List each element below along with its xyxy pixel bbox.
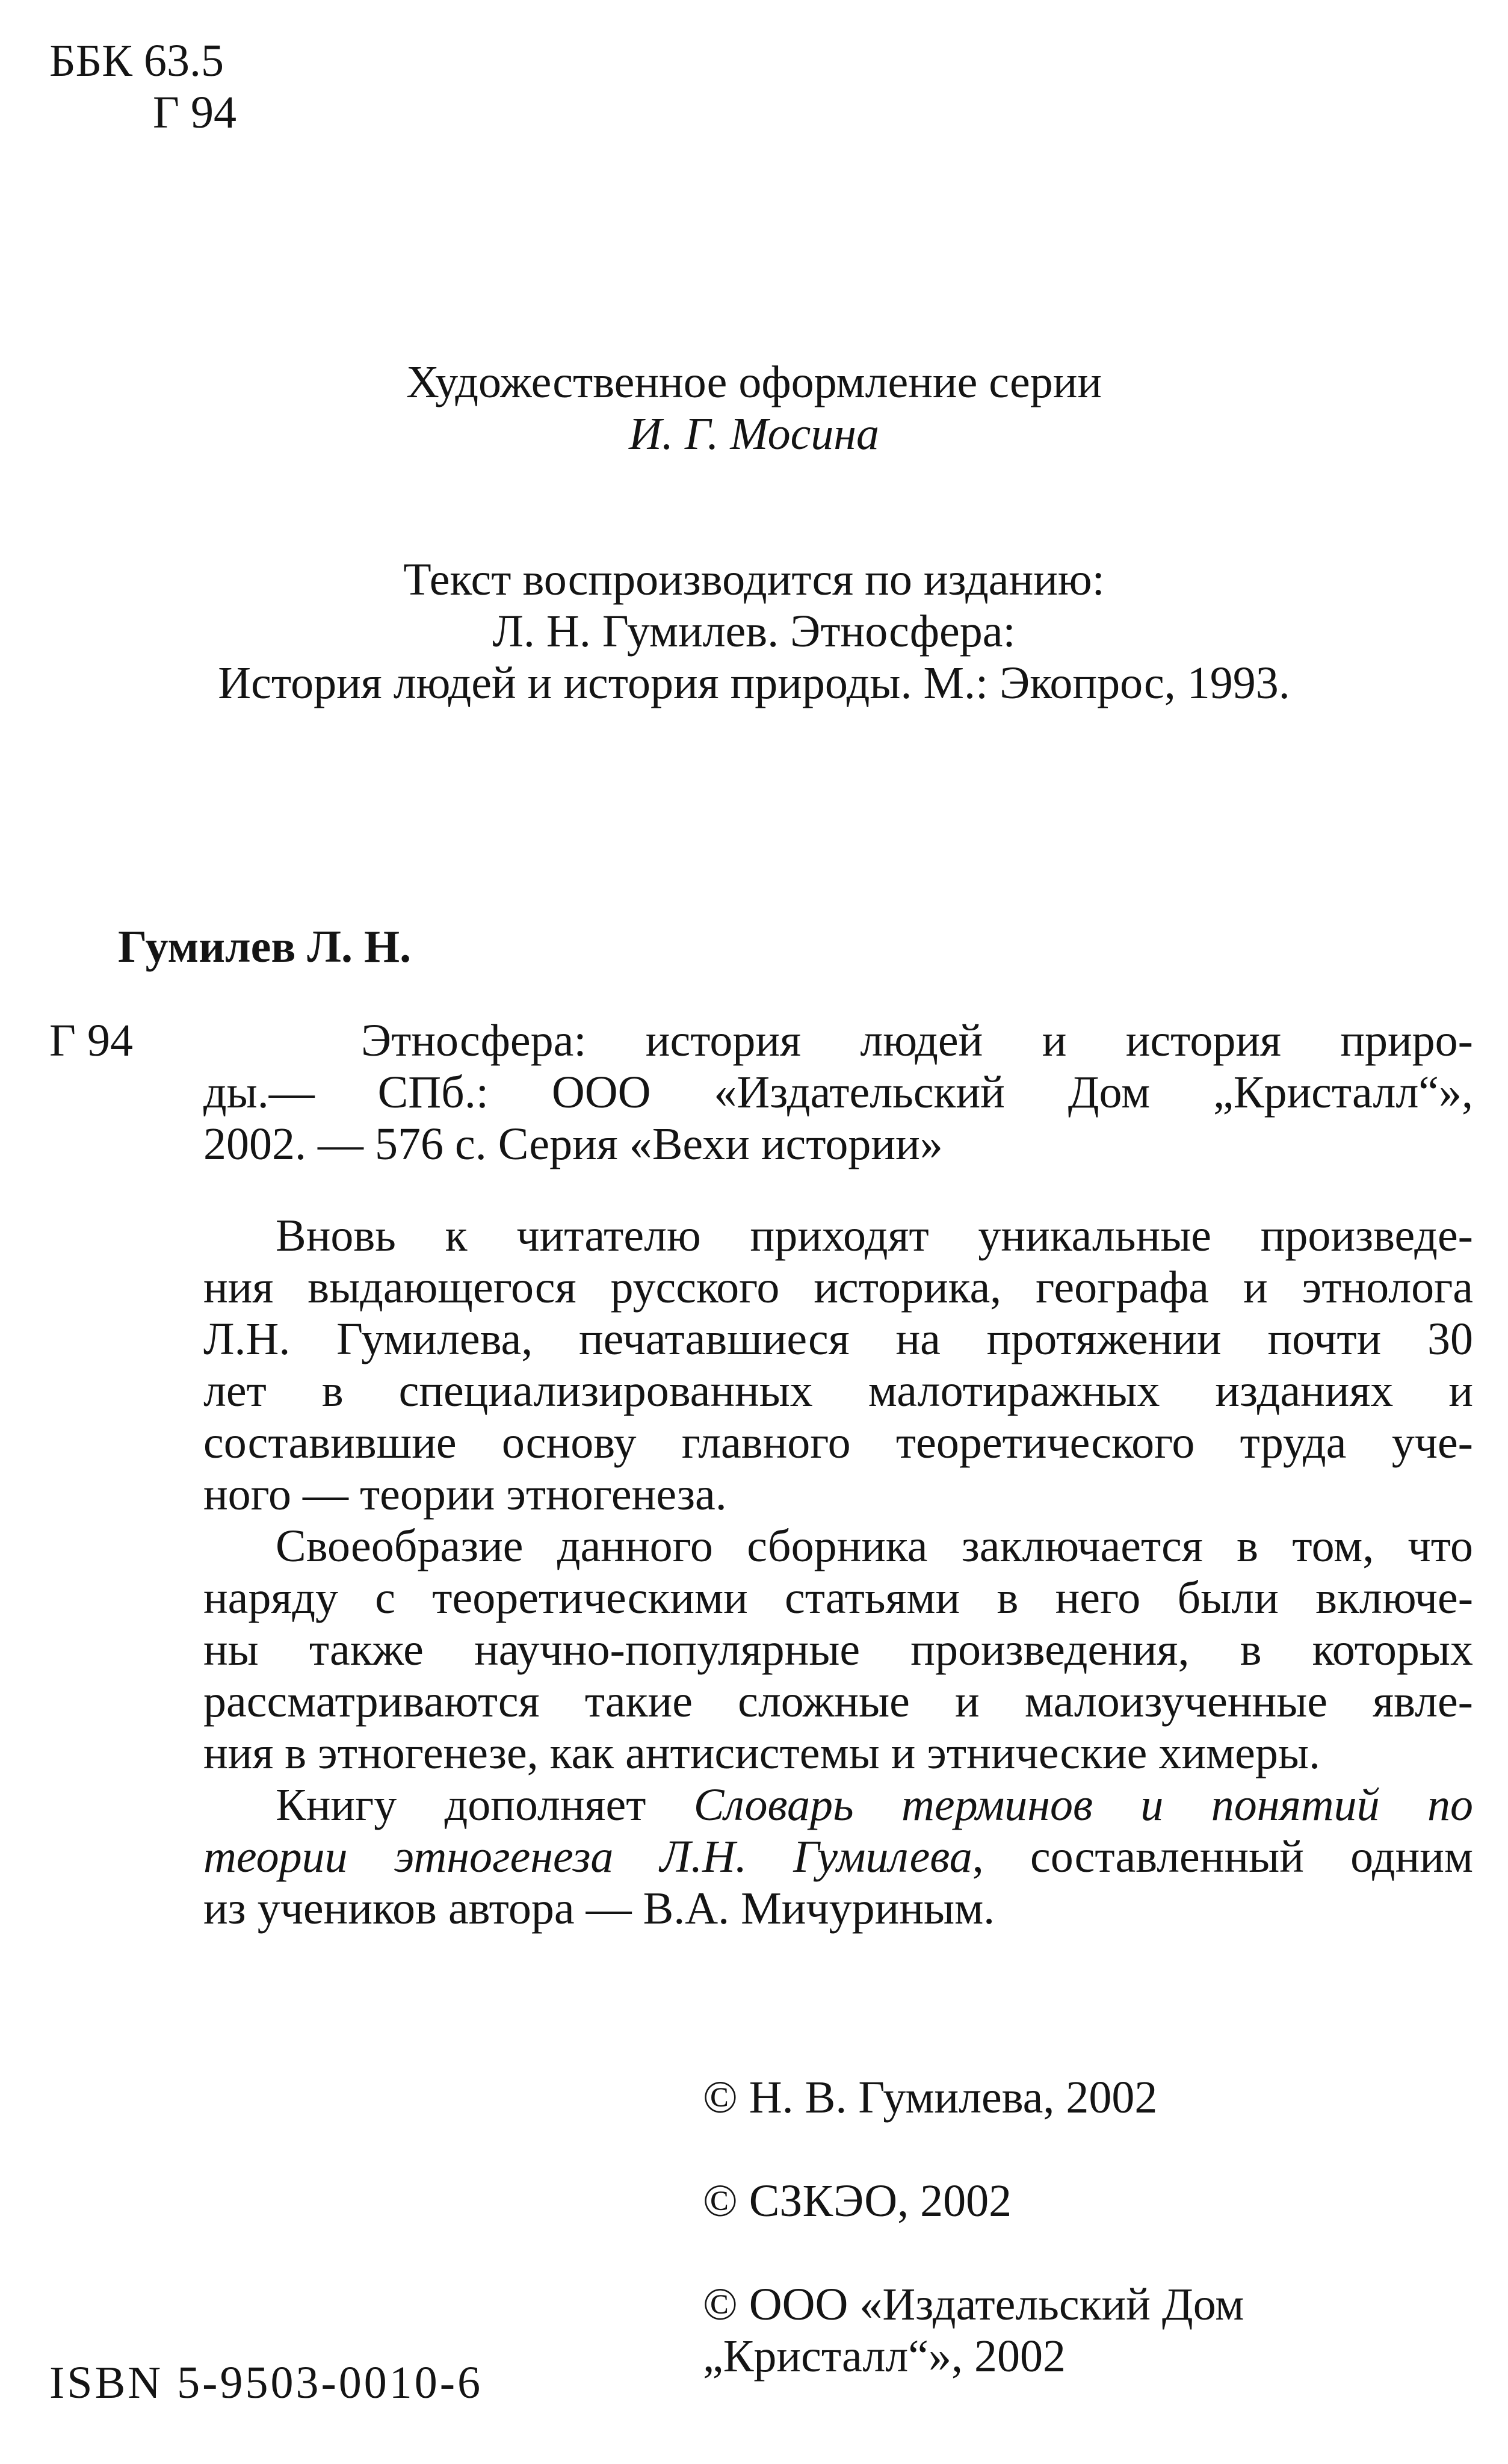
abstract-line: лет в специализированных малотиражных изданиях и	[203, 1366, 1473, 1416]
source-line-3: История людей и история природы. М.: Экопрос, 1993.	[218, 658, 1290, 708]
abstract-text: , составленный одним	[972, 1831, 1474, 1882]
bib-line: Этносфера: история людей и история приро-	[361, 1015, 1473, 1066]
abstract-line: ния выдающегося русского историка, географа и этнолога	[203, 1262, 1473, 1313]
abstract-line: наряду с теоретическими статьями в него были включе-	[203, 1573, 1473, 1623]
abstract-line: Своеобразие данного сборника заключается в том, что	[276, 1521, 1473, 1571]
abstract-line	[203, 1831, 1473, 1883]
source-edition	[0, 554, 1508, 709]
dictionary-title: теории этногенеза Л.Н. Гумилева	[203, 1831, 972, 1882]
author-heading: Гумилев Л. Н.	[118, 921, 412, 972]
catalog-code: Г 94	[49, 1015, 133, 1066]
copyright-line: © ООО «Издательский Дом	[703, 2279, 1244, 2330]
abstract-line: ного — теории этногенеза.	[203, 1469, 727, 1520]
abstract-line: из учеников автора — В.А. Мичуриным.	[203, 1883, 995, 1934]
source-line-2: Л. Н. Гумилев. Этносфера:	[492, 606, 1016, 657]
author-sign: Г 94	[153, 87, 236, 138]
copyright-block	[703, 2072, 1244, 2382]
design-credit	[0, 356, 1508, 460]
isbn: ISBN 5-9503-0010-6	[49, 2357, 483, 2408]
copyright-line: © Н. В. Гумилева, 2002	[703, 2072, 1158, 2123]
abstract	[203, 1210, 1473, 1934]
abstract-line: ния в этногенезе, как антисистемы и этнические химеры.	[203, 1728, 1320, 1778]
abstract-line: составившие основу главного теоретического труда уче-	[203, 1417, 1473, 1468]
abstract-line: ны также научно-популярные произведения, в которых	[203, 1624, 1473, 1675]
abstract-line: Л.Н. Гумилева, печатавшиеся на протяжении почти 30	[203, 1314, 1473, 1364]
designer-name: И. Г. Мосина	[628, 409, 880, 459]
copyright-line: © СЗКЭО, 2002	[703, 2176, 1012, 2226]
abstract-text: Книгу дополняет	[276, 1780, 694, 1830]
bib-line: 2002. — 576 с. Серия «Вехи истории»	[203, 1119, 943, 1169]
copyright-line: „Кристалл“», 2002	[703, 2331, 1066, 2382]
source-line-1: Текст воспроизводится по изданию:	[403, 554, 1105, 605]
abstract-line: Вновь к читателю приходят уникальные произведе-	[276, 1210, 1473, 1261]
bib-line: ды.— СПб.: ООО «Издательский Дом „Кристалл“»,	[203, 1067, 1473, 1118]
bibliographic-description	[203, 1015, 1473, 1170]
bbk-code: ББК 63.5	[49, 36, 224, 86]
bbk-block	[49, 35, 236, 138]
design-line: Художественное оформление серии	[406, 357, 1102, 407]
dictionary-title: Словарь терминов и понятий по	[693, 1780, 1473, 1830]
abstract-line	[203, 1779, 1473, 1831]
abstract-line: рассматриваются такие сложные и малоизученные явле-	[203, 1676, 1473, 1727]
